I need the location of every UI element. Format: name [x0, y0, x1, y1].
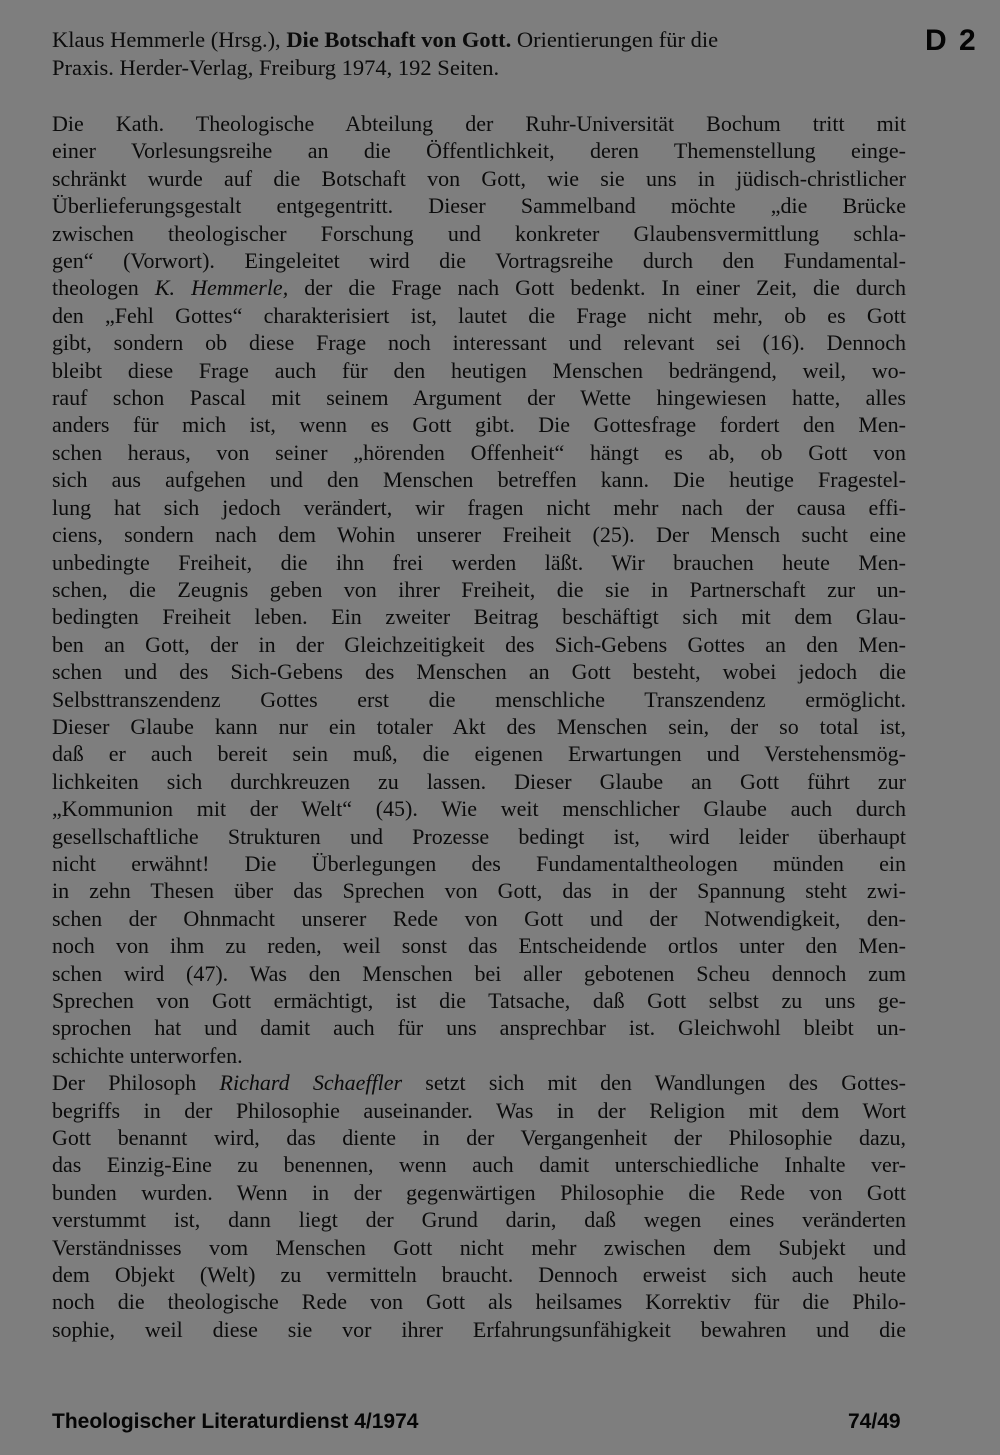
- section-code: D 2: [925, 24, 978, 57]
- header-publication: Praxis. Herder-Verlag, Freiburg 1974, 192 Seiten.: [52, 55, 500, 80]
- body-line: [52, 1069, 906, 1096]
- body-line: „Kommunion mit der Welt“ (45). Wie weit menschlicher Glaube auch durch: [52, 796, 906, 822]
- body-line: verstummt ist, dann liegt der Grund darin, daß wegen eines veränderten: [52, 1207, 906, 1233]
- body-line: lung hat sich jedoch verändert, wir fragen nicht mehr nach der causa effi-: [52, 494, 906, 520]
- body-line: Gott benannt wird, das diente in der Vergangenheit der Philosophie dazu,: [52, 1125, 906, 1151]
- body-line: nicht erwähnt! Die Überlegungen des Fundamentaltheologen münden ein: [52, 850, 906, 876]
- body-line: [52, 274, 906, 301]
- body-line: den „Fehl Gottes“ charakterisiert ist, lautet die Frage nicht mehr, ob es Gott: [52, 302, 906, 328]
- body-line: anders für mich ist, wenn es Gott gibt. Die Gottesfrage fordert den Men-: [52, 412, 906, 438]
- header-book-title: Die Botschaft von Gott.: [286, 27, 512, 52]
- author-name-hemmerle: K. Hemmerle,: [154, 275, 289, 301]
- body-line: schen der Ohnmacht unserer Rede von Gott und der Notwendigkeit, den-: [52, 905, 906, 931]
- author-name-schaeffler: Richard Schaeffler: [219, 1070, 403, 1096]
- body-line: gibt, sondern ob diese Frage noch interessant und relevant sei (16). Dennoch: [52, 330, 906, 356]
- body-line: bedingten Freiheit leben. Ein zweiter Beitrag beschäftigt sich mit dem Glau-: [52, 604, 906, 630]
- body-line: Dieser Glaube kann nur ein totaler Akt des Menschen sein, der so total ist,: [52, 713, 906, 739]
- body-line: Die Kath. Theologische Abteilung der Ruhr-Universität Bochum tritt mit: [52, 111, 906, 136]
- body-line: gen“ (Vorwort). Eingeleitet wird die Vortragsreihe durch den Fundamental-: [52, 248, 906, 274]
- body-line: ben an Gott, der in der Gleichzeitigkeit des Sich-Gebens Gottes an den Men-: [52, 631, 906, 657]
- body-line: schichte unterworfen.: [52, 1042, 243, 1068]
- body-line: bunden wurden. Wenn in der gegenwärtigen Philosophie die Rede von Gott: [52, 1179, 906, 1205]
- body-line-part: setzt sich mit den Wandlungen des Gottes-: [402, 1070, 906, 1096]
- page-number: 74/49: [848, 1410, 901, 1433]
- body-line: Selbsttranszendenz Gottes erst die menschliche Transzendenz ermöglicht.: [52, 686, 906, 712]
- body-line: unbedingte Freiheit, die ihn frei werden läßt. Wir brauchen heute Men-: [52, 549, 906, 575]
- body-line: schränkt wurde auf die Botschaft von Gott, wie sie uns in jüdisch-christlicher: [52, 165, 906, 191]
- body-line: daß er auch bereit sein muß, die eigenen Erwartungen und Verstehensmög-: [52, 741, 906, 767]
- review-body: [52, 110, 906, 1343]
- body-line: Überlieferungsgestalt entgegentritt. Dieser Sammelband möchte „die Brücke: [52, 193, 906, 219]
- body-line: schen heraus, von seiner „hörenden Offenheit“ hängt es ab, ob Gott von: [52, 439, 906, 465]
- body-line-part: theologen: [52, 275, 155, 301]
- body-line: Verständnisses vom Menschen Gott nicht mehr zwischen dem Subjekt und: [52, 1234, 906, 1260]
- body-line-part: Der Philosoph: [52, 1070, 220, 1096]
- header-subtitle: Orientierungen für die: [516, 27, 719, 52]
- body-line: bleibt diese Frage auch für den heutigen Menschen bedrängend, weil, wo-: [52, 357, 906, 383]
- body-line: ciens, sondern nach dem Wohin unserer Freiheit (25). Der Mensch sucht eine: [52, 522, 906, 548]
- body-line: noch die theologische Rede von Gott als heilsames Korrektiv für die Philo-: [52, 1289, 906, 1315]
- body-line: das Einzig-Eine zu benennen, wenn auch damit unterschiedliche Inhalte ver-: [52, 1152, 906, 1178]
- body-line: sprochen hat und damit auch für uns ansprechbar ist. Gleichwohl bleibt un-: [52, 1015, 906, 1041]
- body-line: schen, die Zeugnis geben von ihrer Freiheit, die sie in Partnerschaft zur un-: [52, 576, 906, 602]
- bibliographic-header: [52, 26, 910, 82]
- body-line: einer Vorlesungsreihe an die Öffentlichkeit, deren Themenstellung einge-: [52, 138, 906, 164]
- header-editor: Klaus Hemmerle (Hrsg.),: [52, 27, 281, 52]
- body-line: lichkeiten sich durchkreuzen zu lassen. Dieser Glaube an Gott führt zur: [52, 768, 906, 794]
- body-line: in zehn Thesen über das Sprechen von Gott, das in der Spannung steht zwi-: [52, 878, 906, 904]
- journal-footer: Theologischer Literaturdienst 4/1974: [52, 1410, 419, 1433]
- body-line: schen und des Sich-Gebens des Menschen an Gott besteht, wobei jedoch die: [52, 659, 906, 685]
- body-line: begriffs in der Philosophie auseinander. Was in der Religion mit dem Wort: [52, 1097, 906, 1123]
- body-line: schen wird (47). Was den Menschen bei aller gebotenen Scheu dennoch zum: [52, 960, 906, 986]
- body-line: sophie, weil diese sie vor ihrer Erfahrungsunfähigkeit bewahren und die: [52, 1316, 906, 1342]
- body-line: gesellschaftliche Strukturen und Prozesse bedingt ist, wird leider überhaupt: [52, 823, 906, 849]
- body-line: noch von ihm zu reden, weil sonst das Entscheidende ortlos unter den Men-: [52, 933, 906, 959]
- body-line: Sprechen von Gott ermächtigt, ist die Tatsache, daß Gott selbst zu uns ge-: [52, 988, 906, 1013]
- body-line: dem Objekt (Welt) zu vermitteln braucht. Dennoch erweist sich auch heute: [52, 1262, 906, 1288]
- body-line: rauf schon Pascal mit seinem Argument der Wette hingewiesen hatte, alles: [52, 385, 906, 411]
- body-line: zwischen theologischer Forschung und konkreter Glaubensvermittlung schla-: [52, 220, 906, 246]
- body-line-part: der die Frage nach Gott bedenkt. In einer Zeit, die durch: [288, 275, 906, 301]
- body-line: sich aus aufgehen und den Menschen betreffen kann. Die heutige Fragestel-: [52, 467, 906, 493]
